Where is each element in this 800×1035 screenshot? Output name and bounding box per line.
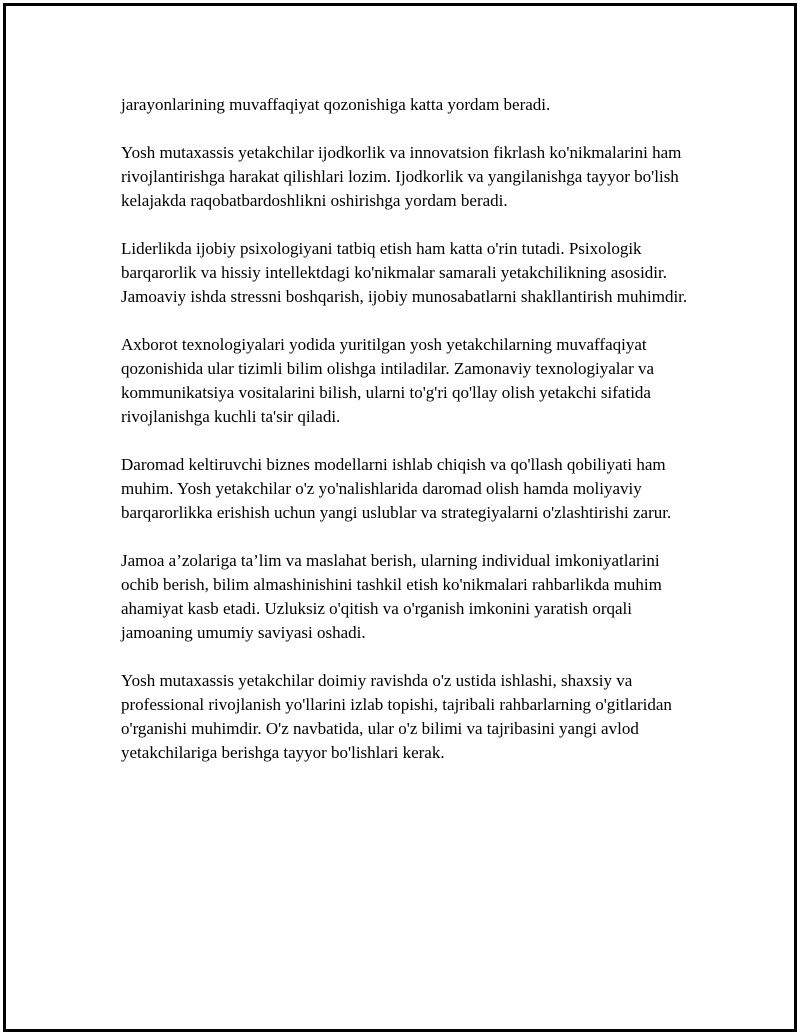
page-border (3, 3, 797, 1032)
document-body (121, 93, 691, 789)
paragraph-6: Jamoa a’zolariga ta’lim va maslahat berish, ularning individual imkoniyatlarini ochib berish, bilim almashinishini tashkil etish ko'nikmalari rahbarlikda muhim ahamiyat kasb etadi. Uzluksiz o'qitish va o'rganish imkonini yaratish orqali jamoaning umumiy saviyasi oshadi. (121, 551, 662, 642)
paragraph-4: Axborot texnologiyalari yodida yuritilgan yosh yetakchilarning muvaffaqiyat qozonishida ular tizimli bilim olishga intiladilar. Zamonaviy texnologiyalar va kommunikatsiya vositalarini bilish, ularni to'g'ri qo'llay olish yetakchi sifatida rivojlanishga kuchli ta'sir qiladi. (121, 335, 655, 426)
paragraph-5: Daromad keltiruvchi biznes modellarni ishlab chiqish va qo'llash qobiliyati ham muhim. Yosh yetakchilar o'z yo'nalishlarida daromad olish hamda moliyaviy barqarorlikka erishish uchun yangi uslublar va strategiyalarni o'zlashtirishi zarur. (121, 455, 672, 522)
paragraph-1: jarayonlarining muvaffaqiyat qozonishiga katta yordam beradi. (121, 95, 551, 114)
paragraph-3: Liderlikda ijobiy psixologiyani tatbiq etish ham katta o'rin tutadi. Psixologik barqarorlik va hissiy intellektdagi ko'nikmalar samarali yetakchilikning asosidir. Jamoaviy ishda stressni boshqarish, ijobiy munosabatlarni shakllantirish muhimdir. (121, 239, 688, 306)
paragraph-2: Yosh mutaxassis yetakchilar ijodkorlik va innovatsion fikrlash ko'nikmalarini ham rivojlantirishga harakat qilishlari lozim. Ijodkorlik va yangilanishga tayyor bo'lish kelajakda raqobatbardoshlikni oshirishga yordam beradi. (121, 143, 682, 210)
paragraph-7: Yosh mutaxassis yetakchilar doimiy ravishda o'z ustida ishlashi, shaxsiy va professional rivojlanish yo'llarini izlab topishi, tajribali rahbarlarning o'gitlaridan o'rganishi muhimdir. O'z navbatida, ular o'z bilimi va tajribasini yangi avlod yetakchilariga berishga tayyor bo'lishlari kerak. (121, 671, 672, 762)
